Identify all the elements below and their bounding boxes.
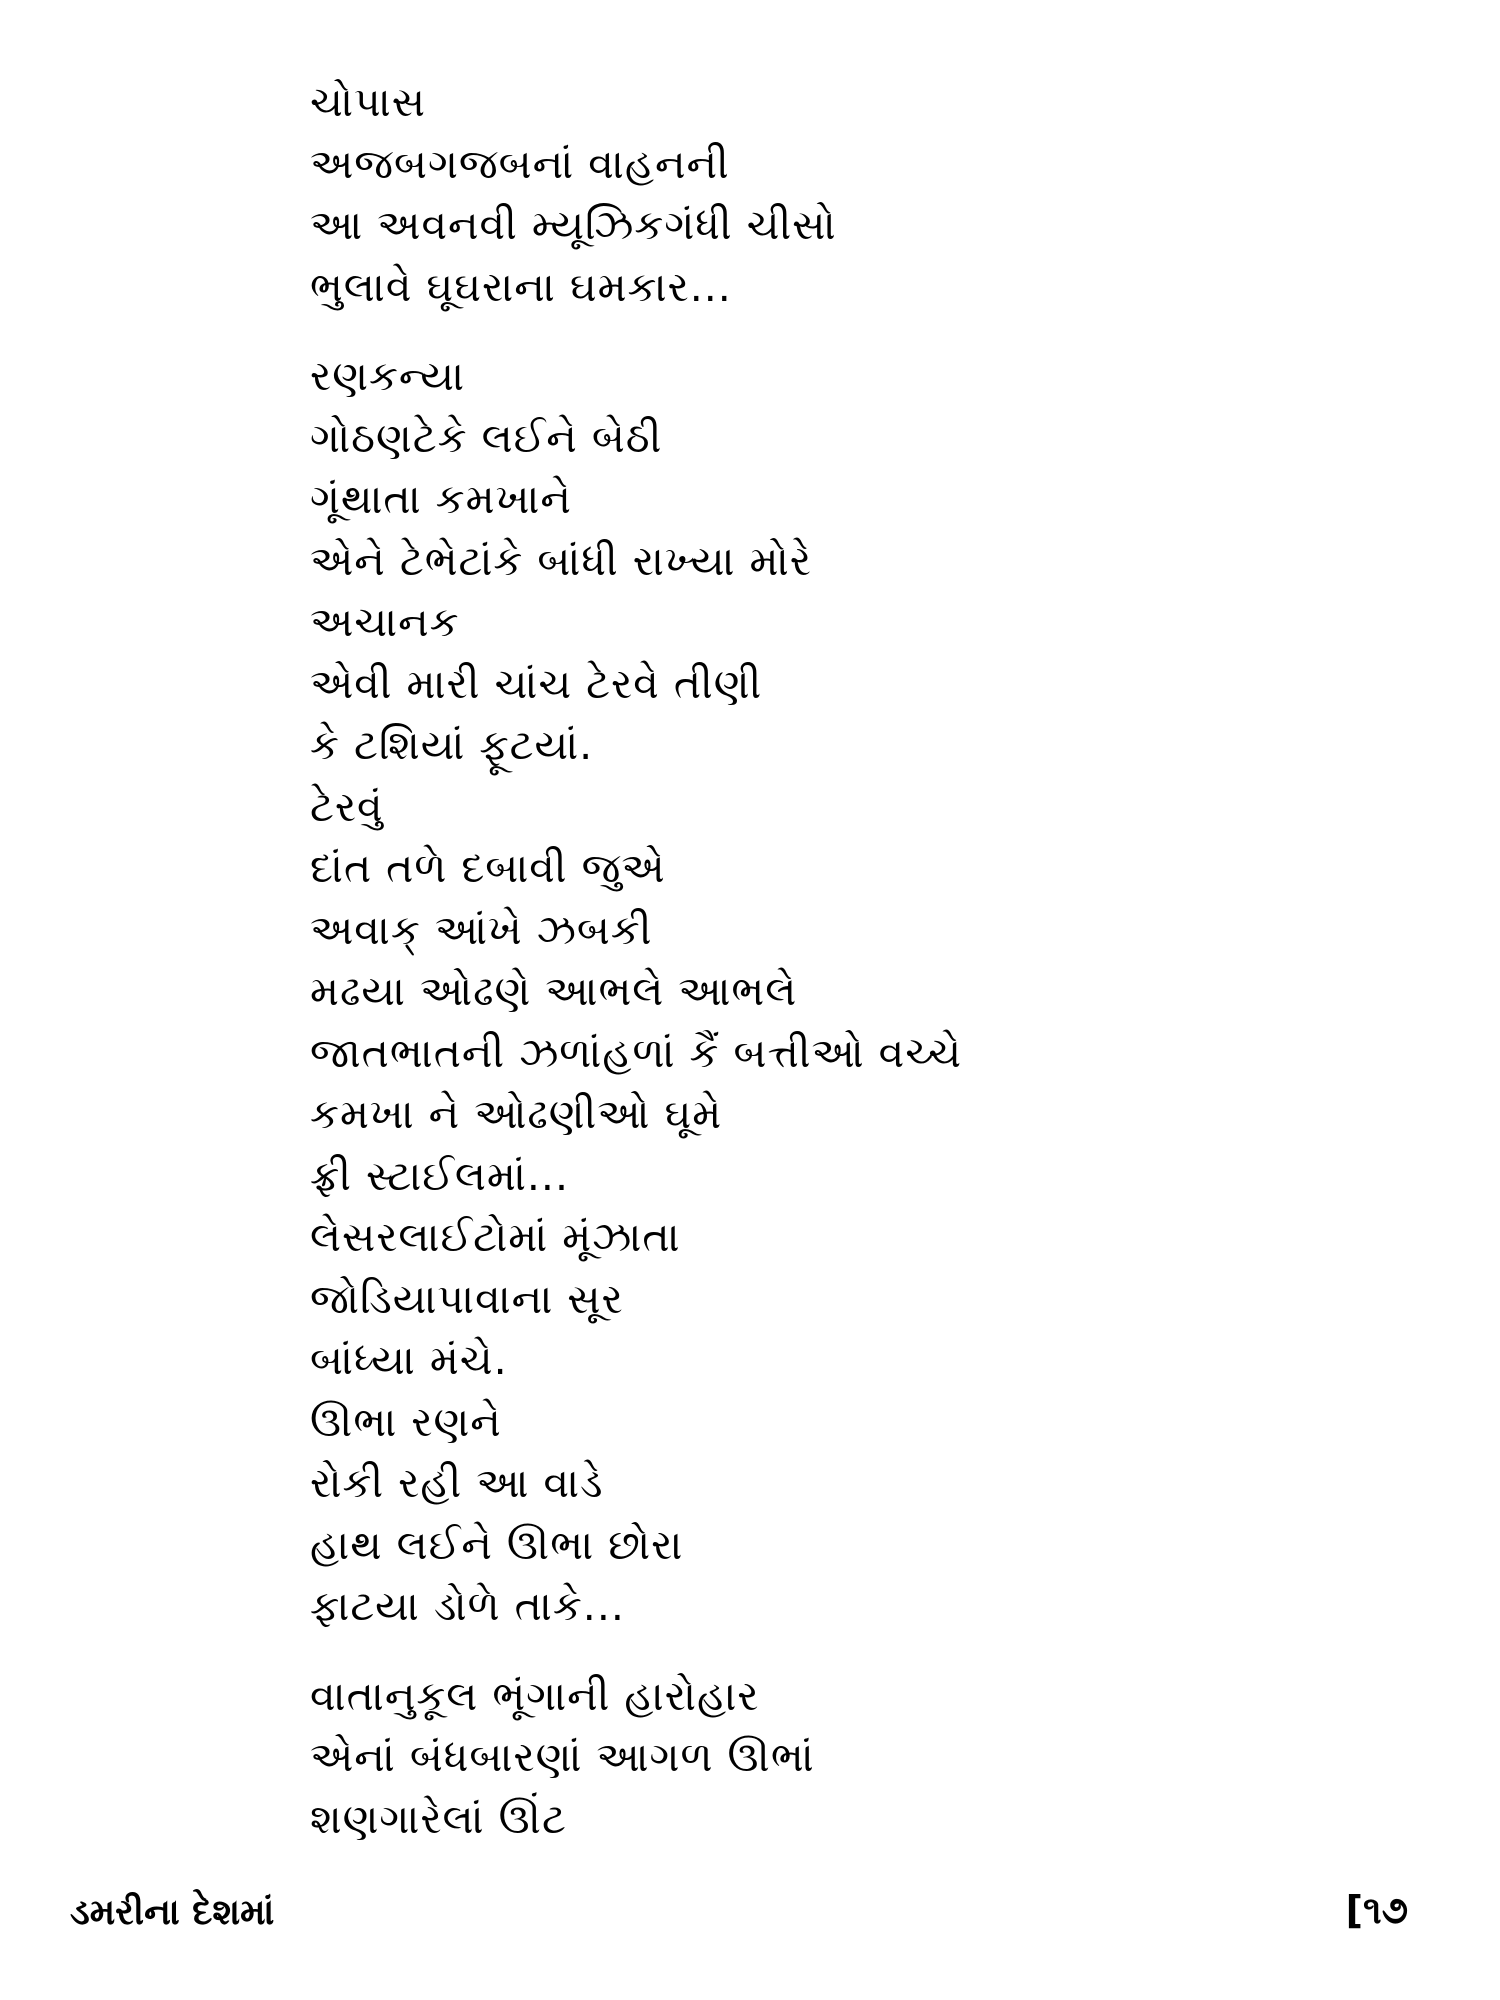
poem-line: વાતાનુકૂલ ભૂંગાની હારોહાર: [310, 1671, 760, 1720]
poem-line: ગોઠણટેકે લઈને બેઠી: [310, 413, 663, 462]
poem-line: ટેરવું: [310, 782, 384, 831]
poem-body: [310, 72, 1410, 1878]
poem-line: આ અવનવી મ્યૂઝિકગંધી ચીસો: [310, 201, 837, 249]
poem-line: જાતભાતની ઝળાંહળાં કૈં બત્તીઓ વચ્ચે: [310, 1028, 962, 1077]
poem-line: ફાટયા ડોળે તાકે...: [310, 1582, 625, 1630]
poem-line: ભુલાવે ઘૂઘરાના ઘમકાર...: [310, 262, 732, 311]
poem-line: ગૂંથાતા કમખાને: [310, 475, 572, 523]
poem-line: રણકન્યા: [310, 352, 466, 400]
poem-line: અચાનક: [310, 598, 460, 646]
poem-line: મઢયા ઓઢણે આભલે આભલે: [310, 967, 798, 1015]
poem-line: કે ટશિયાં ફૂટયાં.: [310, 721, 594, 769]
poem-line: બાંધ્યા મંચે.: [310, 1336, 508, 1384]
stanza-1: [310, 72, 1410, 318]
poem-line: ફ્રી સ્ટાઈલમાં...: [310, 1151, 569, 1200]
page-number: [૧૭: [1345, 1888, 1408, 1932]
poem-line: એને ટેભેટાંકે બાંધી રાખ્યા મોરે: [310, 536, 812, 585]
poem-line: રોકી રહી આ વાડે: [310, 1459, 604, 1507]
poem-line: લેસરલાઈટોમાં મૂંઝાતા: [310, 1213, 681, 1261]
stanza-3: [310, 1666, 1410, 1851]
poem-line: એવી મારી ચાંચ ટેરવે તીણી: [310, 659, 763, 708]
poem-line: ચોપાસ: [310, 78, 426, 126]
poem-line: ઊભા રણને: [310, 1397, 502, 1446]
poem-line: જોડિયાપાવાના સૂર: [310, 1274, 624, 1323]
poem-line: કમખા ને ઓઢણીઓ ઘૂમે: [310, 1090, 723, 1138]
poem-line: એનાં બંધબારણાં આગળ ઊભાં: [310, 1733, 815, 1781]
poem-line: અવાક્ આંખે ઝબકી: [310, 905, 653, 954]
poem-line: હાથ લઈને ઊભા છોરા: [310, 1520, 684, 1569]
book-title: ડમરીના દેશમાં: [70, 1892, 275, 1933]
poem-line: શણગારેલાં ઊંટ: [310, 1794, 567, 1843]
poem-line: દાંત તળે દબાવી જુએ: [310, 844, 666, 892]
poem-line: અજબગજબનાં વાહનની: [310, 139, 730, 188]
stanza-2: [310, 346, 1410, 1638]
